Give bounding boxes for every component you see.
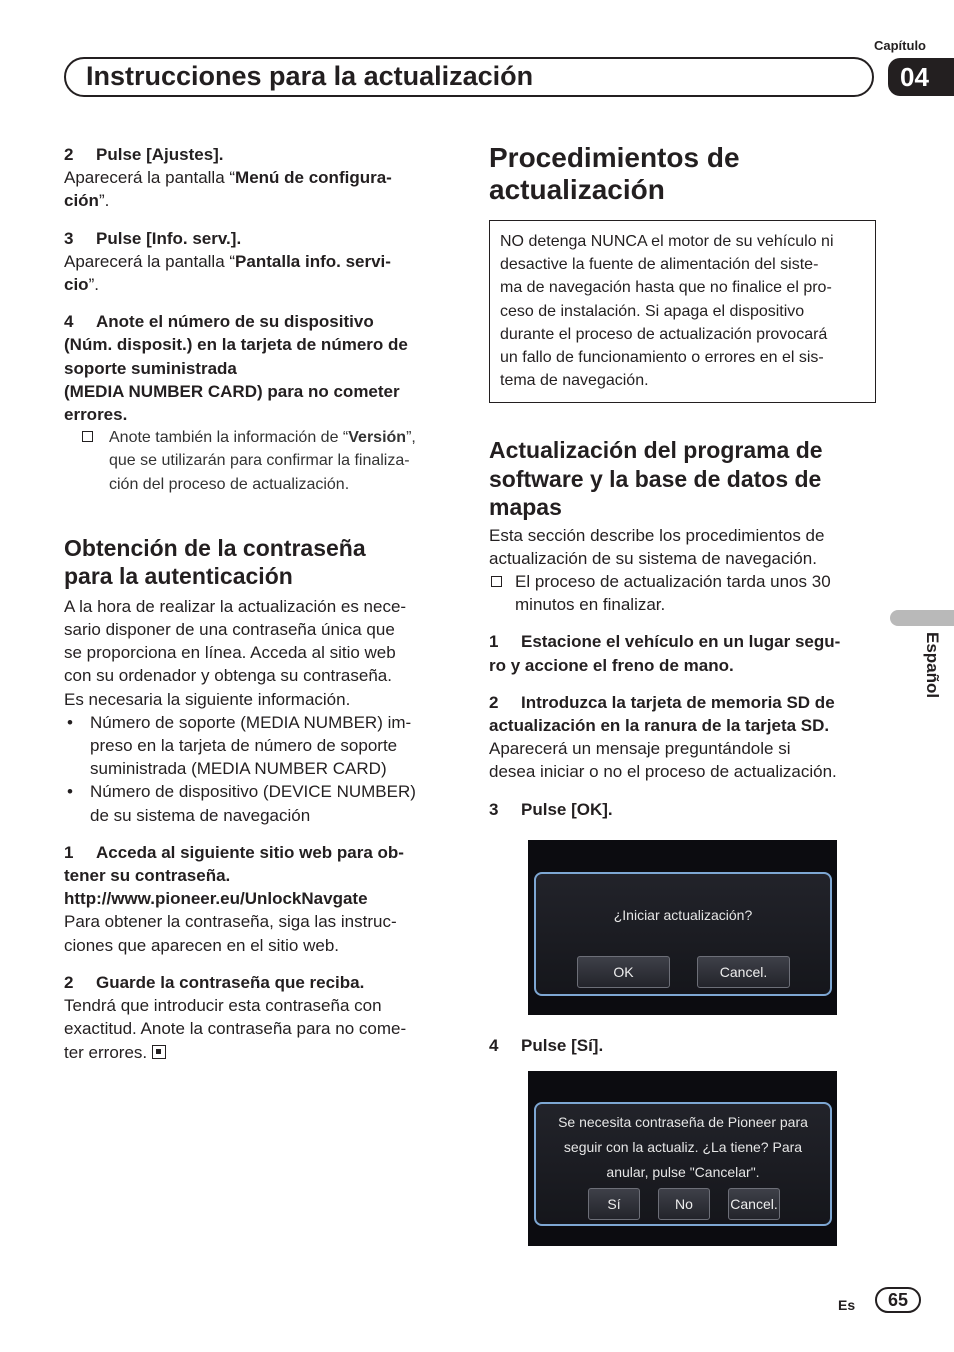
language-tab-marker [890,610,954,626]
bullet-device-number: • Número de dispositivo (DEVICE NUMBER) de su sistema de navegación [67,782,416,825]
chapter-label: Capítulo [874,38,926,53]
right-column [489,436,879,821]
note-version: Anote también la información de “Versión”, que se utilizarán para confirmar la finaliza- ción del proceso de actualización. [64,426,454,496]
dialog-message: Se necesita contraseña de Pioneer para seguir con la actualiz. ¿La tiene? Para anular, pulse "Cancelar". [558,1114,808,1180]
dialog-message: ¿Iniciar actualización? [613,907,753,923]
section-heading-software-update: Actualización del programa de software y la base de datos de mapas [489,437,823,520]
yes-button[interactable]: Sí [588,1188,640,1220]
left-column [64,143,454,1064]
update-step-1-title: 1 Estacione el vehículo en un lugar segu- ro y accione el freno de mano. [489,632,841,675]
warning-box: NO detenga NUNCA el motor de su vehículo ni desactive la fuente de alimentación del siste- ma de navegación hasta que no finalice el pro- ceso de instalación. Si apaga el dispositivo durante el proceso de actualización provocará un fallo de funcionamiento o errores en el sis- tema de navegación. [489,220,876,403]
pw-step-1-title: 1 Acceda al siguiente sitio web para ob- tener su contraseña. [64,842,404,886]
section-heading-password: Obtención de la contraseña para la autenticación [64,534,366,590]
ok-button[interactable]: OK [577,956,670,988]
pw-step-1-text: Para obtener la contraseña, siga las instruc- ciones que aparecen en el sitio web. [64,912,397,955]
update-step-4-title: 4 Pulse [Sí]. [489,1036,604,1055]
footer-language: Es [838,1297,856,1313]
password-intro: A la hora de realizar la actualización es nece- sario disponer de una contraseña única que se proporciona en línea. Acceda al sitio web con su ordenador y obtenga su contraseña. Es necesaria la siguiente información. [64,596,407,709]
note-duration: El proceso de actualización tarda unos 30 minutos en finalizar. [489,570,879,616]
step-4-title: 4 Anote el número de su dispositivo (Núm. disposit.) en la tarjeta de número de soporte suministrada (MEDIA NUMBER CARD) para no cometer errores. [64,312,408,425]
bullet-media-number: • Número de soporte (MEDIA NUMBER) im- preso en la tarjeta de número de soporte suministrada (MEDIA NUMBER CARD) [67,712,412,779]
dialog-password-needed [534,1102,832,1226]
no-button[interactable]: No [658,1188,710,1220]
cancel-button[interactable]: Cancel. [697,956,790,988]
update-intro: Esta sección describe los procedimientos de actualización de su sistema de navegación. [489,525,825,568]
screenshot-start-update [528,840,837,1015]
step-2-text: Aparecerá la pantalla “Menú de configura- ción”. [64,168,392,211]
cancel-button[interactable]: Cancel. [728,1188,780,1220]
section-heading-procedures: Procedimientos de actualización [489,142,740,205]
pw-step-2-title: 2 Guarde la contraseña que reciba. [64,972,365,992]
unlock-url: http://www.pioneer.eu/UnlockNavgate [64,889,368,909]
page-number: 65 [875,1287,921,1313]
update-step-2-title: 2 Introduzca la tarjeta de memoria SD de actualización en la ranura de la tarjeta SD. [489,692,835,735]
update-step-2-text: Aparecerá un mensaje preguntándole si desea iniciar o no el proceso de actualización. [489,739,837,782]
step-2-title: 2 Pulse [Ajustes]. [64,145,224,164]
pw-step-2-text: Tendrá que introducir esta contraseña con exactitud. Anote la contraseña para no come- ter errores. [64,996,407,1062]
note-checkbox-icon [82,431,93,442]
chapter-number: 04 [888,58,954,96]
screenshot-password-needed [528,1071,837,1246]
step-3-text: Aparecerá la pantalla “Pantalla info. servi- cio”. [64,251,391,295]
dialog-start-update [534,872,832,996]
language-tab-label: Español [923,632,942,699]
update-step-3-title: 3 Pulse [OK]. [489,799,613,819]
note-checkbox-icon [491,576,502,587]
step-3-title: 3 Pulse [Info. serv.]. [64,228,242,248]
end-mark-icon [152,1045,166,1059]
page-title: Instrucciones para la actualización [86,61,534,91]
